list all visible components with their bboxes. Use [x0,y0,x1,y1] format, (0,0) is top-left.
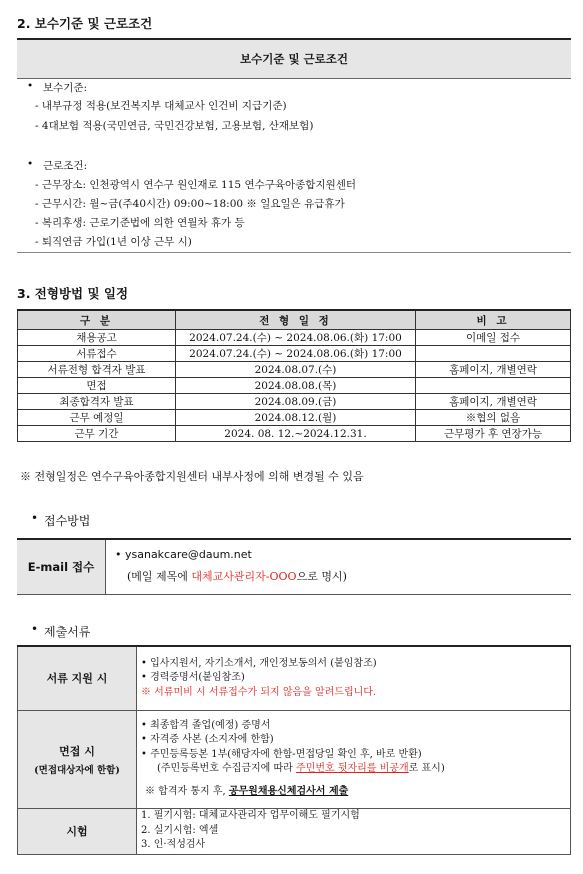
doc-note [141,785,570,800]
subject-pre: (메일 제목에 [127,570,192,583]
schedule-cell: 홈페이지, 개별연락 [416,362,571,378]
note-underlined: 공무원채용신체검사서 제출 [228,785,349,797]
doc-item: • 최종합격 졸업(예정) 증명서 [141,719,271,731]
schedule-header: 비 고 [416,310,571,330]
work-bullet: • [27,158,34,170]
docs-row-content [137,808,571,854]
subnote-pre: (주민등록번호 수집금지에 따라 [157,763,297,775]
table-row [18,710,571,808]
docs-bullet: • [31,622,39,636]
docs-title: 제출서류 [44,625,91,639]
email-address[interactable]: • ysanakcare@daum.net [115,548,252,561]
doc-warning: ※ 서류미비 시 서류접수가 되지 않음을 알려드립니다. [141,686,377,698]
schedule-cell [416,378,571,394]
exam-item: 1. 필기시험: 대체교사관리자 업무이해도 필기시험 [141,810,360,822]
docs-row-label: 시험 [18,808,137,854]
subject-format: 대체교사관리자-OOO [191,570,297,583]
schedule-cell: 근무평가 후 연장가능 [416,426,571,442]
subnote-post: 로 표시) [408,763,445,775]
schedule-cell: 면접 [18,378,176,394]
docs-row-sublabel: (면접대상자에 한함) [34,764,120,776]
doc-item: • 입사지원서, 자기소개서, 개인정보동의서 (붙임참조) [141,657,377,669]
schedule-header: 구 분 [18,310,176,330]
doc-item: • 자격증 사본 (소지자에 한함) [141,734,274,746]
schedule-cell: 2024.08.12.(월) [176,410,416,426]
documents-table [17,645,571,855]
schedule-cell: 2024.07.24.(수) ~ 2024.08.06.(화) 17:00 [176,330,416,346]
schedule-cell: 2024.08.08.(목) [176,378,416,394]
table-row [18,346,571,362]
table-row [18,646,571,710]
apply-bullet: • [31,511,39,525]
docs-row-label: 서류 지원 시 [18,646,137,710]
table-row [18,394,571,410]
work-item: - 근무장소: 인천광역시 연수구 원인재로 115 연수구육아종합지원센터 [35,179,357,191]
doc-item: • 경력증명서(붙임참조) [141,672,245,683]
pay-conditions-header: 보수기준 및 근로조건 [17,40,571,79]
table-row [18,808,571,854]
pay-item: - 4대보험 적용(국민연금, 국민건강보험, 고용보험, 산재보험) [35,120,314,132]
pay-conditions-box [17,38,571,253]
schedule-cell: 채용공고 [18,330,176,346]
table-row [18,426,571,442]
email-box [17,538,571,595]
schedule-cell: 2024. 08. 12.~2024.12.31. [176,426,416,442]
work-label: 근로조건: [43,160,88,172]
email-subject-note [127,568,347,584]
table-row [18,362,571,378]
table-row [18,410,571,426]
docs-row-content [137,646,571,710]
schedule-table [17,309,571,442]
subject-post: 으로 명시) [296,570,347,583]
doc-item: • 주민등록등본 1부(해당자에 한함-면접당일 확인 후, 바로 반환) [141,748,422,760]
work-item: - 복리후생: 근로기준법에 의한 연월차 휴가 등 [35,217,245,229]
schedule-cell: 2024.07.24.(수) ~ 2024.08.06.(화) 17:00 [176,346,416,362]
doc-subnote [141,762,570,777]
docs-row-content [137,710,571,808]
schedule-cell: 서류전형 합격자 발표 [18,362,176,378]
section-2-title: 2. 보수기준 및 근로조건 [17,16,153,31]
table-row [18,330,571,346]
schedule-header: 전 형 일 정 [176,310,416,330]
schedule-cell: ※협의 없음 [416,410,571,426]
schedule-cell: 근무 예정일 [18,410,176,426]
schedule-cell: 홈페이지, 개별연락 [416,394,571,410]
schedule-cell: 근무 기간 [18,426,176,442]
docs-row-label: 면접 시 [59,744,95,758]
schedule-cell: 이메일 접수 [416,330,571,346]
schedule-note: ※ 전형일정은 연수구육아종합지원센터 내부사정에 의해 변경될 수 있음 [20,470,364,483]
exam-item: 3. 인·적성검사 [141,839,206,851]
apply-title: 접수방법 [44,514,91,528]
schedule-cell: 최종합격자 발표 [18,394,176,410]
schedule-cell: 2024.08.09.(금) [176,394,416,410]
pay-label: 보수기준: [43,82,88,94]
email-label: E-mail 접수 [17,540,106,594]
note-pre: ※ 합격자 통지 후, [145,785,229,797]
schedule-cell: 2024.08.07.(수) [176,362,416,378]
exam-item: 2. 실기시험: 엑셀 [141,824,219,836]
schedule-header-row [18,310,571,330]
work-item: - 근무시간: 월~금(주40시간) 09:00~18:00 ※ 일요일은 유급휴가 [35,198,345,210]
section-3-title: 3. 전형방법 및 일정 [17,286,129,301]
subnote-highlight: 주민번호 뒷자리를 비공개 [296,763,409,775]
schedule-cell: 서류접수 [18,346,176,362]
docs-row-label-cell [18,710,137,808]
schedule-cell [416,346,571,362]
work-item: - 퇴직연금 가입(1년 이상 근무 시) [35,236,192,248]
pay-bullet: • [27,80,34,92]
pay-item: - 내부규정 적용(보건복지부 대체교사 인건비 지급기준) [35,100,287,112]
table-row [18,378,571,394]
